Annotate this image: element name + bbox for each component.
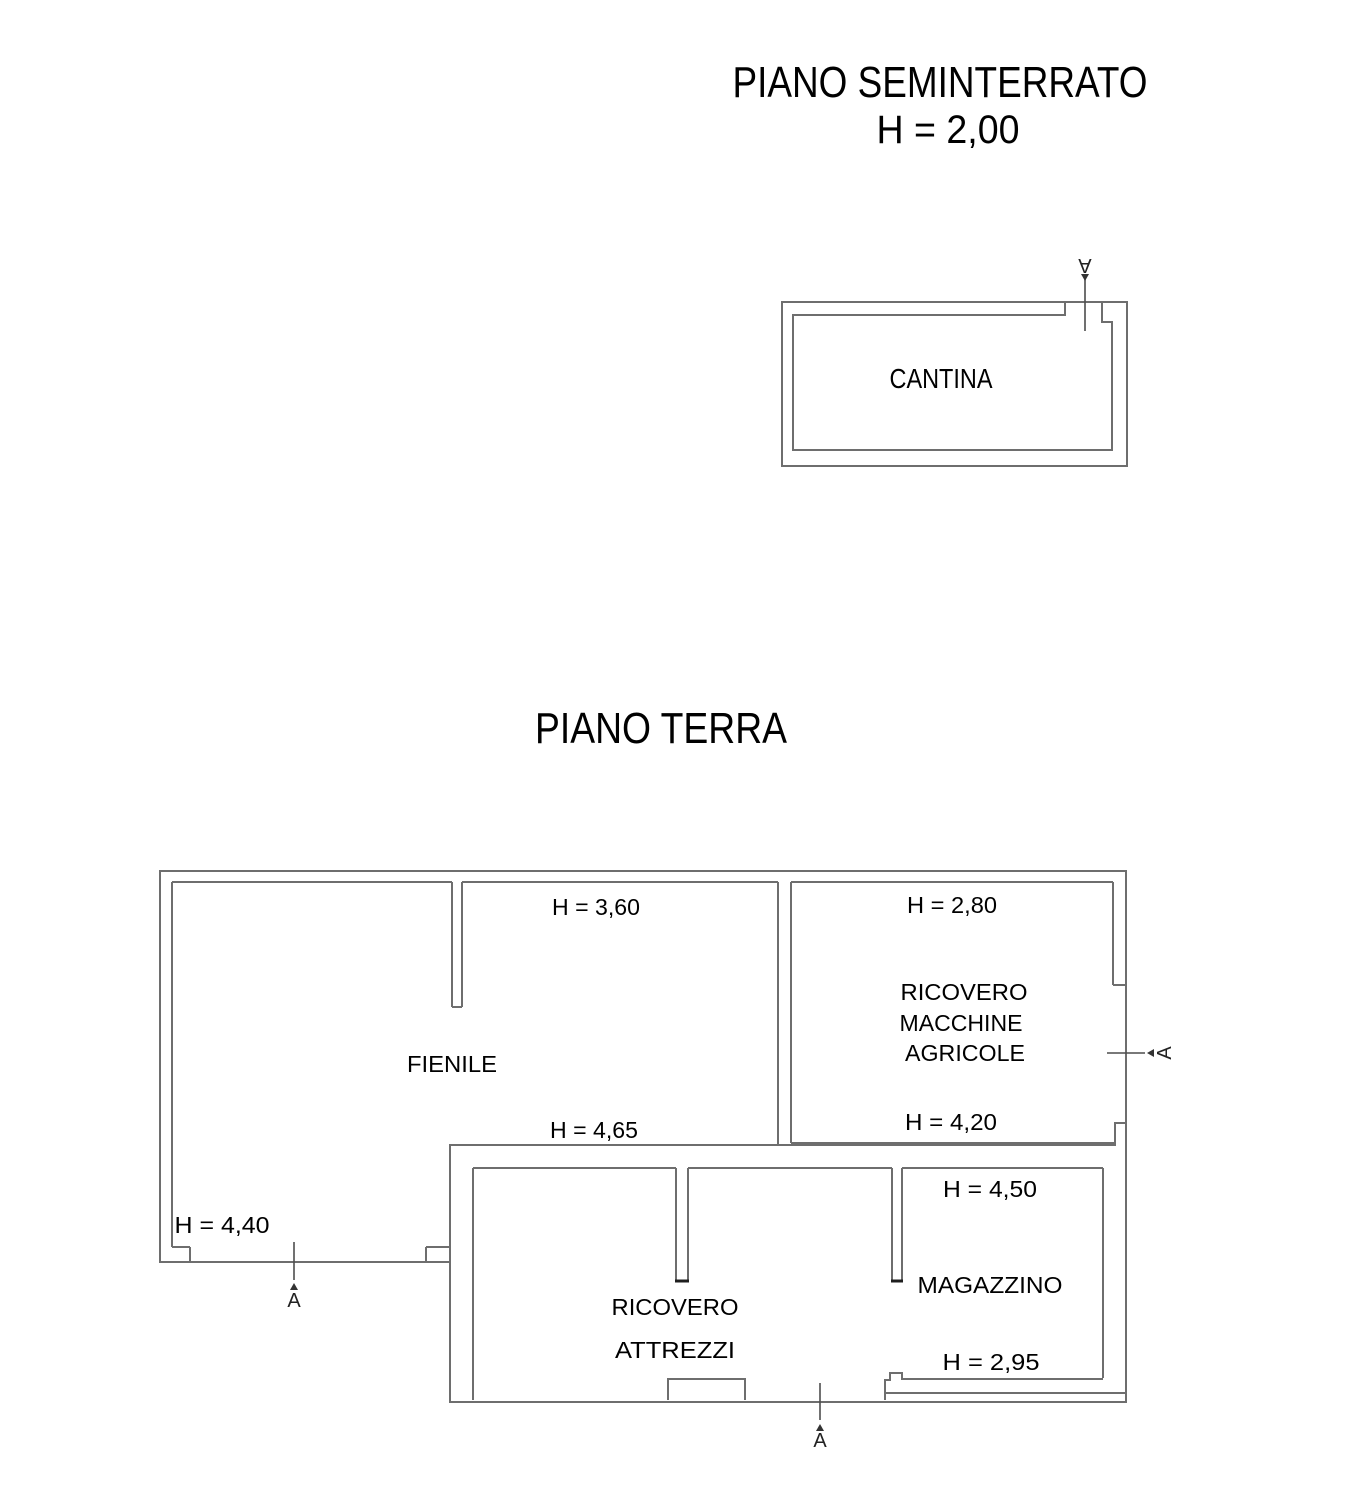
label-h-465: H = 4,65 xyxy=(550,1117,638,1143)
basement-section-letter: A xyxy=(1078,254,1092,276)
label-h-440: H = 4,40 xyxy=(174,1212,270,1238)
ground-floor-title: PIANO TERRA xyxy=(535,704,788,753)
room-label-ricovero-macchine-1: RICOVERO xyxy=(900,979,1028,1005)
label-h-280: H = 2,80 xyxy=(907,892,997,918)
room-label-cantina: CANTINA xyxy=(889,363,993,394)
section-letter-right: A xyxy=(1154,1046,1176,1060)
basement-title: PIANO SEMINTERRATO xyxy=(732,58,1148,107)
section-arrow-left-icon xyxy=(290,1283,298,1290)
room-label-ricovero-macchine-3: AGRICOLE xyxy=(905,1040,1025,1066)
room-label-ricovero-attrezzi-1: RICOVERO xyxy=(611,1294,739,1320)
section-arrow-right-icon xyxy=(1147,1049,1154,1057)
ground-floor-plan xyxy=(160,704,1176,1452)
section-letter-left: A xyxy=(287,1290,301,1312)
label-h-450: H = 4,50 xyxy=(943,1176,1037,1202)
ground-inner-walls xyxy=(172,882,1126,1400)
label-h-360: H = 3,60 xyxy=(552,894,640,920)
room-label-ricovero-attrezzi-2: ATTREZZI xyxy=(615,1337,735,1363)
room-label-fienile: FIENILE xyxy=(407,1051,497,1077)
basement-plan xyxy=(733,58,1148,466)
room-label-ricovero-macchine-2: MACCHINE xyxy=(899,1010,1023,1036)
section-letter-bottom: A xyxy=(813,1430,827,1452)
basement-height-label: H = 2,00 xyxy=(876,108,1020,152)
label-h-420: H = 4,20 xyxy=(905,1109,997,1135)
room-label-magazzino: MAGAZZINO xyxy=(917,1272,1063,1298)
label-h-295: H = 2,95 xyxy=(942,1349,1040,1375)
ground-outer-wall xyxy=(160,871,1126,1402)
